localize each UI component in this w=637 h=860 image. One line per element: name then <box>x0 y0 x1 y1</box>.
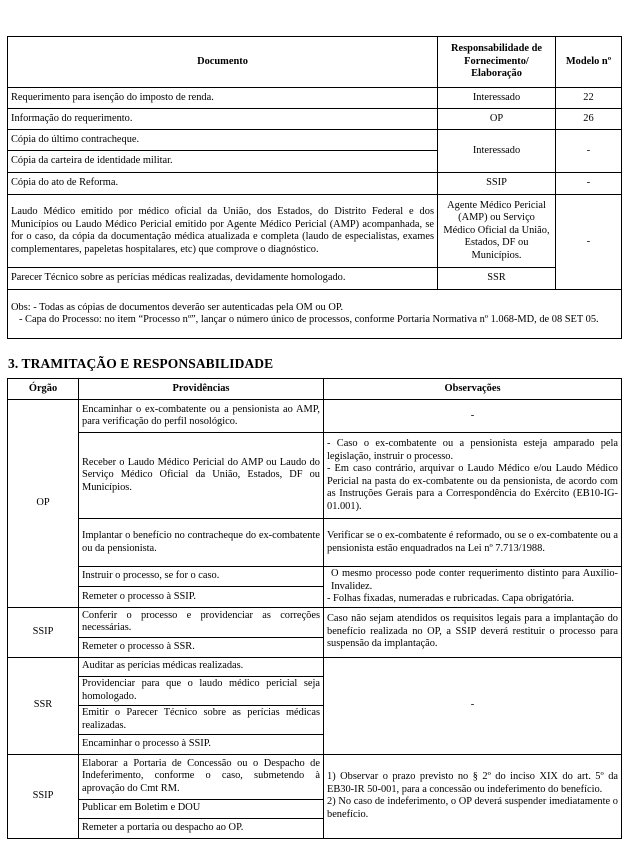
table-row <box>8 130 622 151</box>
table-row <box>8 268 622 290</box>
header-providencias: Providências <box>79 379 324 400</box>
table-row <box>8 754 622 799</box>
modelo-cell: 22 <box>556 88 622 109</box>
obs-para: 2) No caso de indeferimento, o OP deverá suspender imediatamente o benefício. <box>327 796 618 820</box>
tramitacao-table <box>7 378 622 839</box>
prov-cell: Implantar o benefício no contracheque do ex-combatente ou da pensionista. <box>79 519 324 567</box>
prov-cell: Auditar as perícias médicas realizadas. <box>79 657 324 676</box>
obs-cell: - <box>324 400 622 433</box>
resp-cell: Interessado <box>438 130 556 173</box>
obs-para: O mesmo processo pode conter requerimento distinto para Auxílio-Invalidez. <box>331 568 618 592</box>
obs-line-1: Obs: - Todas as cópias de documentos deverão ser autenticadas pela OM ou OP. <box>11 301 344 313</box>
header-modelo: Modelo nº <box>556 37 622 88</box>
table-row <box>8 400 622 433</box>
doc-cell: Informação do requerimento. <box>8 109 438 130</box>
prov-cell: Elaborar a Portaria de Concessão ou o Despacho de Indeferimento, conforme o caso, submetendo à aprovação do Cmt RM. <box>79 754 324 799</box>
table-row <box>8 657 622 676</box>
resp-cell: SSIP <box>438 173 556 195</box>
header-responsabilidade: Responsabilidade de Fornecimento/ Elaboração <box>438 37 556 88</box>
prov-cell: Publicar em Boletim e DOU <box>79 799 324 818</box>
doc-cell: Requerimento para isenção do imposto de renda. <box>8 88 438 109</box>
table-row <box>8 519 622 567</box>
obs-cell <box>324 754 622 838</box>
table-row <box>8 567 622 587</box>
documents-table <box>7 36 622 339</box>
orgao-op: OP <box>8 400 79 608</box>
header-orgao: Órgão <box>8 379 79 400</box>
prov-cell: Providenciar para que o laudo médico pericial seja homologado. <box>79 676 324 705</box>
table-row <box>8 88 622 109</box>
section-title: 3. TRAMITAÇÃO E RESPONSABILIDADE <box>8 356 274 371</box>
obs-cell: Caso não sejam atendidos os requisitos legais para a implantação do benefício realizada no OP, a SSIP deverá restituir o processo para suspensão da implantação. <box>324 607 622 657</box>
observations-cell <box>8 290 622 339</box>
table-row <box>8 195 622 268</box>
doc-cell: Cópia da carteira de identidade militar. <box>8 151 438 173</box>
prov-cell: Remeter o processo à SSR. <box>79 637 324 657</box>
obs-cell: Verificar se o ex-combatente é reformado, ou se o ex-combatente ou a pensionista estão enquadrados na Lei nº 7.713/1988. <box>324 519 622 567</box>
modelo-cell: - <box>556 195 622 290</box>
obs-cell <box>324 433 622 519</box>
orgao-ssip: SSIP <box>8 754 79 838</box>
orgao-ssr: SSR <box>8 657 79 754</box>
tramitacao-table-header <box>8 379 622 400</box>
prov-cell: Conferir o processo e providenciar as correções necessárias. <box>79 607 324 637</box>
table-row <box>8 433 622 519</box>
table-row <box>8 109 622 130</box>
obs-para: 1) Observar o prazo previsto no § 2º do inciso XIX do art. 5º da EB30-IR 50-001, para a concessão ou indeferimento do benefício. <box>327 771 618 795</box>
documents-table-header <box>8 37 622 88</box>
prov-cell: Receber o Laudo Médico Pericial do AMP ou Laudo do Serviço Médico Oficial da União, Estados, DF ou Municípios. <box>79 433 324 519</box>
prov-cell: Emitir o Parecer Técnico sobre as perícias médicas realizadas. <box>79 705 324 734</box>
obs-para: - Folhas fixadas, numeradas e rubricadas. Capa obrigatória. <box>327 593 574 604</box>
obs-cell: - <box>324 657 622 754</box>
obs-para: - Em caso contrário, arquivar o Laudo Médico e/ou Laudo Médico Pericial na pasta do ex-combatente ou da pensionista, de acordo com as Instruções Gerais para a Correspondência do Exército (EB10-IG-01.001). <box>327 463 618 512</box>
header-observacoes: Observações <box>324 379 622 400</box>
modelo-cell: 26 <box>556 109 622 130</box>
resp-cell: SSR <box>438 268 556 290</box>
doc-cell: Cópia do último contracheque. <box>8 130 438 151</box>
modelo-cell: - <box>556 173 622 195</box>
header-documento: Documento <box>8 37 438 88</box>
table-row <box>8 607 622 637</box>
resp-cell: Agente Médico Pericial (AMP) ou Serviço Médico Oficial da União, Estados, DF ou Municípios. <box>438 195 556 268</box>
observations-row <box>8 290 622 339</box>
prov-cell: Encaminhar o ex-combatente ou a pensionista ao AMP, para verificação do perfil nosológico. <box>79 400 324 433</box>
prov-cell: Encaminhar o processo à SSIP. <box>79 734 324 754</box>
doc-cell: Laudo Médico emitido por médico oficial da União, dos Estados, do Distrito Federal e dos Municípios ou Laudo Médico Pericial emitido por Agente Médico Pericial (AMP) acompanhada, se for o caso, da cópia da documentação médica atualizada e completa (laudo de especialistas, exames complementares, papeletas hospitalares, etc) que comprove o diagnóstico. <box>8 195 438 268</box>
obs-line-2: - Capa do Processo: no item “Processo nº”, lançar o número único de processos, conforme Portaria Normativa nº 1.068-MD, de 08 SET 05. <box>19 314 599 325</box>
doc-cell: Parecer Técnico sobre as perícias médicas realizadas, devidamente homologado. <box>8 268 438 290</box>
modelo-cell: - <box>556 130 622 173</box>
prov-cell: Instruir o processo, se for o caso. <box>79 567 324 587</box>
obs-para: - Caso o ex-combatente ou a pensionista esteja amparado pela legislação, instruir o processo. <box>327 438 618 462</box>
prov-cell: Remeter a portaria ou despacho ao OP. <box>79 818 324 838</box>
orgao-ssip: SSIP <box>8 607 79 657</box>
prov-cell: Remeter o processo à SSIP. <box>79 587 324 607</box>
resp-cell: OP <box>438 109 556 130</box>
doc-cell: Cópia do ato de Reforma. <box>8 173 438 195</box>
table-row <box>8 173 622 195</box>
obs-cell <box>324 567 622 608</box>
resp-cell: Interessado <box>438 88 556 109</box>
